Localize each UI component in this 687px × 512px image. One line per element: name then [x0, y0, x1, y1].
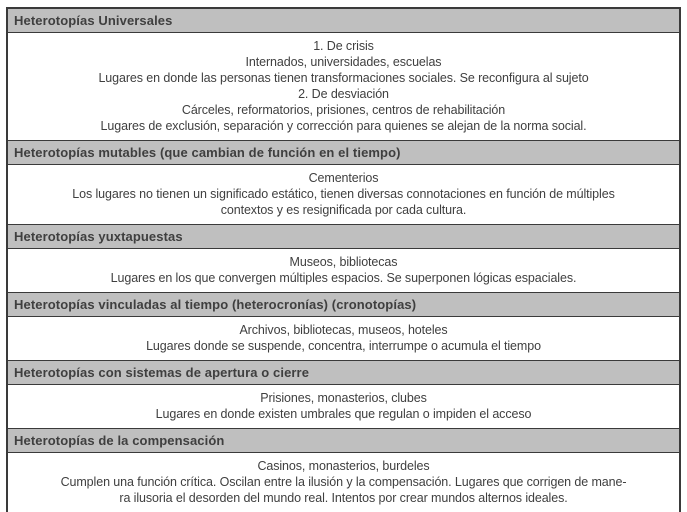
section-body — [8, 385, 679, 428]
section-header: Heterotopías vinculadas al tiempo (heterocronías) (cronotopías) — [8, 292, 679, 317]
body-line: 1. De crisis — [313, 39, 374, 53]
section-body — [8, 317, 679, 360]
body-line: Cárceles, reformatorios, prisiones, centros de rehabilitación — [181, 103, 506, 117]
section-header: Heterotopías mutables (que cambian de función en el tiempo) — [8, 140, 679, 165]
body-line: Lugares en donde las personas tienen transformaciones sociales. Se reconfigura al sujeto — [98, 71, 589, 85]
body-line: Lugares en donde existen umbrales que regulan o impiden el acceso — [155, 407, 532, 421]
body-line: 2. De desviación — [298, 87, 389, 101]
section-body — [8, 453, 679, 512]
heterotopias-table — [6, 7, 681, 512]
section-yuxtapuestas — [8, 224, 679, 292]
body-line: Cementerios — [308, 171, 379, 185]
section-body — [8, 249, 679, 292]
section-universales — [8, 9, 679, 140]
section-body — [8, 165, 679, 224]
body-line: Casinos, monasterios, burdeles — [257, 459, 430, 473]
body-line: contextos y es resignificada por cada cultura. — [220, 203, 467, 217]
body-line: Internados, universidades, escuelas — [245, 55, 442, 69]
body-line: Los lugares no tienen un significado estático, tienen diversas connotaciones en función de múltiples — [72, 187, 615, 201]
body-line: Lugares donde se suspende, concentra, interrumpe o acumula el tiempo — [146, 339, 541, 353]
section-compensacion — [8, 428, 679, 512]
section-header: Heterotopías Universales — [8, 9, 679, 33]
section-apertura-cierre — [8, 360, 679, 428]
body-line: Lugares de exclusión, separación y corrección para quienes se alejan de la norma social. — [100, 119, 587, 133]
body-line: Prisiones, monasterios, clubes — [260, 391, 427, 405]
section-header: Heterotopías de la compensación — [8, 428, 679, 453]
section-body — [8, 33, 679, 140]
body-line: Archivos, bibliotecas, museos, hoteles — [239, 323, 448, 337]
body-line: Lugares en los que convergen múltiples espacios. Se superponen lógicas espaciales. — [110, 271, 577, 285]
section-mutables — [8, 140, 679, 224]
section-header: Heterotopías yuxtapuestas — [8, 224, 679, 249]
body-line: Cumplen una función crítica. Oscilan entre la ilusión y la compensación. Lugares que corrigen de mane- — [60, 475, 627, 489]
section-header: Heterotopías con sistemas de apertura o cierre — [8, 360, 679, 385]
body-line: ra ilusoria el desorden del mundo real. Intentos por crear mundos alternos ideales. — [119, 491, 568, 505]
section-cronotopias — [8, 292, 679, 360]
body-line: Museos, bibliotecas — [289, 255, 398, 269]
